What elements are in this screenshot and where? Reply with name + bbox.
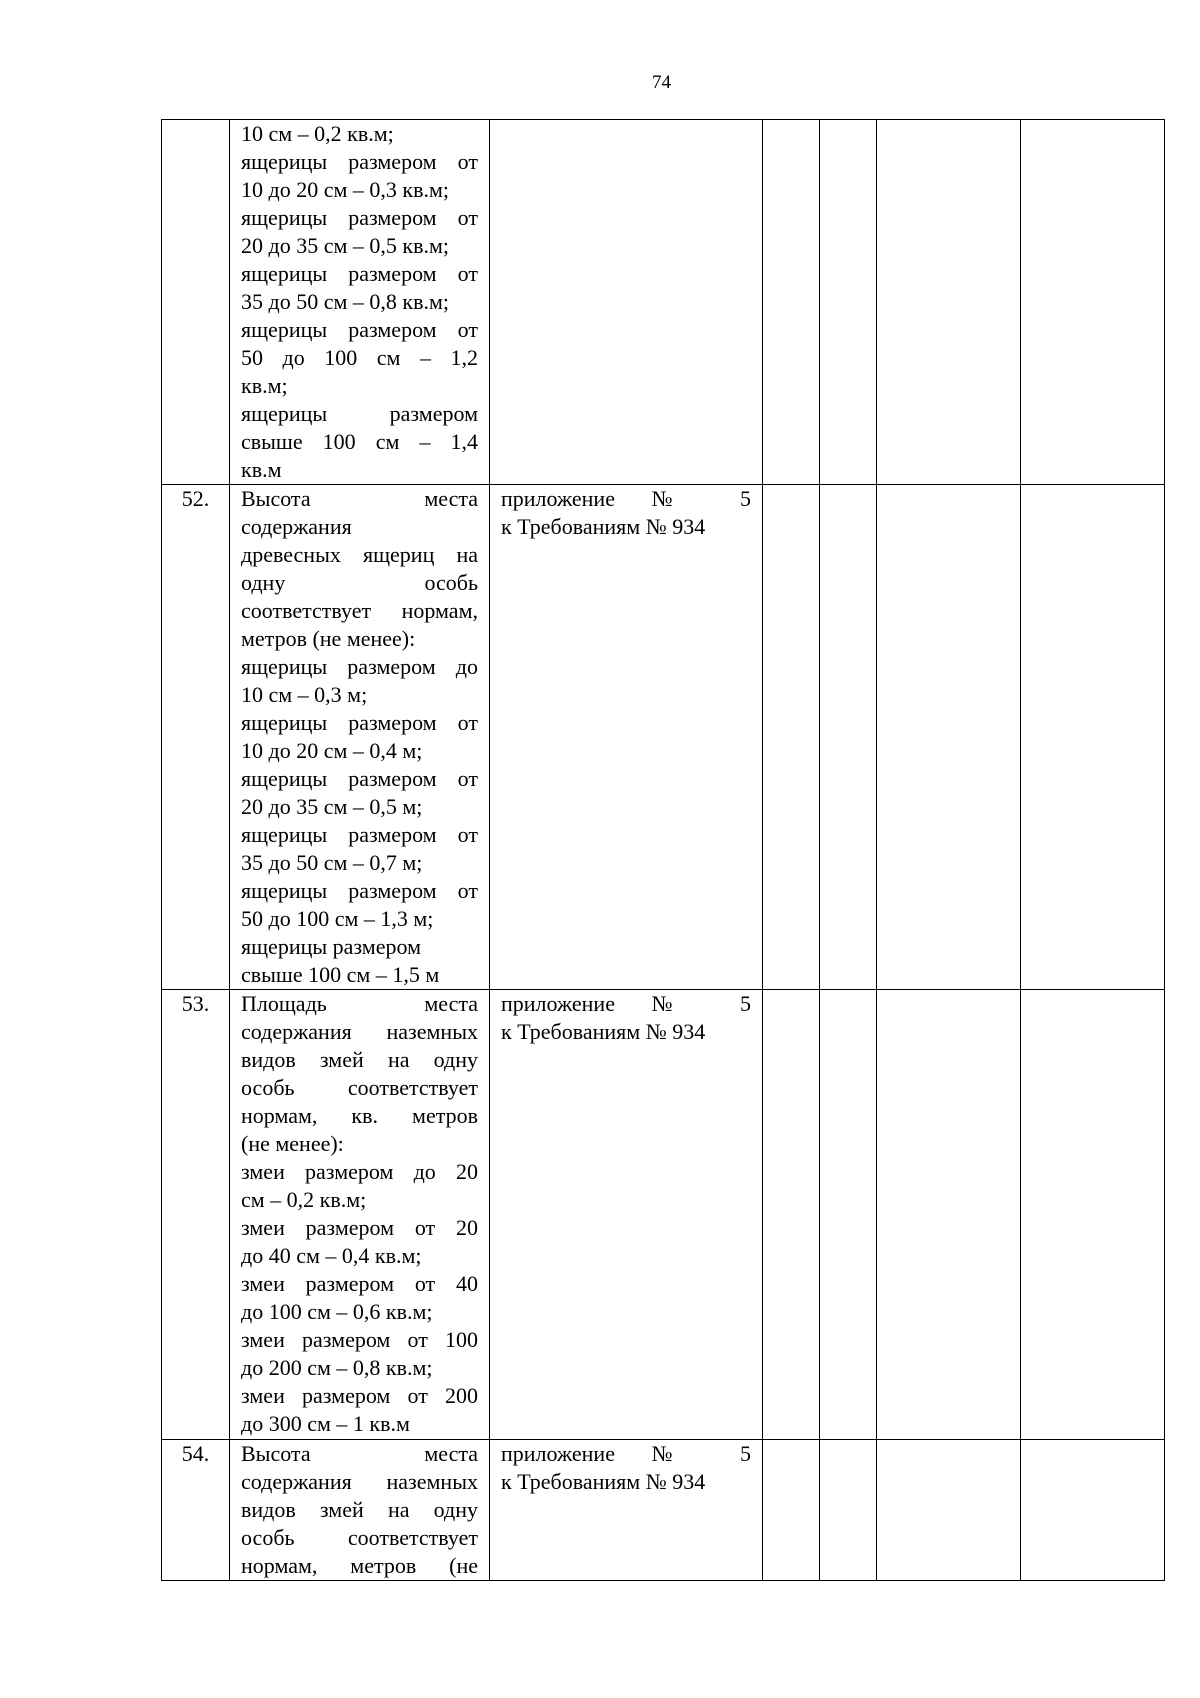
reference-line: к Требованиям № 934 (501, 1019, 706, 1044)
reference-cell (490, 485, 763, 990)
requirement-line: соответствует нормам, (241, 598, 478, 623)
requirement-line: ящерицы размером от (241, 149, 478, 174)
requirements-table (161, 119, 1165, 1581)
reference-cell (490, 120, 763, 485)
requirement-line: Площадь места (241, 991, 478, 1016)
requirement-line: до 40 см – 0,4 кв.м; (241, 1243, 422, 1268)
requirement-line: ящерицы размером от (241, 710, 478, 735)
requirement-line: змеи размером от 200 (241, 1383, 478, 1408)
empty-answer-cell (877, 120, 1021, 485)
requirement-line: древесных ящериц на (241, 542, 478, 567)
requirement-line: особь соответствует (241, 1525, 478, 1550)
requirement-line: кв.м (241, 457, 282, 482)
empty-answer-cell (820, 485, 877, 990)
requirement-line: нормам, кв. метров (241, 1103, 478, 1128)
table-row (162, 990, 1165, 1440)
requirement-line: содержания (241, 514, 352, 539)
requirement-line: до 300 см – 1 кв.м (241, 1411, 410, 1436)
row-number: 54. (162, 1440, 230, 1581)
reference-line: к Требованиям № 934 (501, 1469, 706, 1494)
empty-answer-cell (1021, 1440, 1165, 1581)
requirement-line: (не менее): (241, 1131, 344, 1156)
requirement-line: видов змей на одну (241, 1497, 478, 1522)
requirement-line: ящерицы размером от (241, 822, 478, 847)
requirement-line: содержания наземных (241, 1469, 478, 1494)
empty-answer-cell (1021, 120, 1165, 485)
requirement-line: до 100 см – 0,6 кв.м; (241, 1299, 433, 1324)
requirement-line: ящерицы размером от (241, 261, 478, 286)
empty-answer-cell (763, 1440, 820, 1581)
requirement-line: до 200 см – 0,8 кв.м; (241, 1355, 433, 1380)
reference-cell (490, 990, 763, 1440)
reference-line: к Требованиям № 934 (501, 514, 706, 539)
empty-answer-cell (877, 1440, 1021, 1581)
requirement-line: видов змей на одну (241, 1047, 478, 1072)
empty-answer-cell (820, 990, 877, 1440)
requirement-line: 20 до 35 см – 0,5 м; (241, 794, 423, 819)
requirement-line: ящерицы размером от (241, 766, 478, 791)
requirement-line: Высота места (241, 1441, 478, 1466)
requirement-line: ящерицы размером (241, 401, 478, 426)
empty-answer-cell (877, 485, 1021, 990)
requirement-line: 35 до 50 см – 0,7 м; (241, 850, 423, 875)
requirement-line: Высота места (241, 486, 478, 511)
requirement-cell (230, 990, 490, 1440)
requirement-line: ящерицы размером от (241, 317, 478, 342)
reference-line: приложение № 5 (501, 991, 751, 1016)
page-number: 74 (652, 72, 671, 93)
requirement-line: ящерицы размером от (241, 205, 478, 230)
empty-answer-cell (763, 120, 820, 485)
requirement-line: змеи размером от 100 (241, 1327, 478, 1352)
row-number (162, 120, 230, 485)
requirement-line: 10 см – 0,3 м; (241, 682, 368, 707)
row-number: 52. (162, 485, 230, 990)
requirement-line: 50 до 100 см – 1,2 (241, 345, 478, 370)
requirement-line: 10 до 20 см – 0,3 кв.м; (241, 177, 449, 202)
requirement-line: змеи размером от 20 (241, 1215, 478, 1240)
requirement-line: метров (не менее): (241, 626, 416, 651)
requirement-cell (230, 120, 490, 485)
requirement-line: ящерицы размером до (241, 654, 478, 679)
table-row (162, 120, 1165, 485)
empty-answer-cell (763, 485, 820, 990)
requirement-line: одну особь (241, 570, 478, 595)
row-number: 53. (162, 990, 230, 1440)
requirement-line: 35 до 50 см – 0,8 кв.м; (241, 289, 449, 314)
requirement-line: 10 см – 0,2 кв.м; (241, 121, 394, 146)
requirement-cell (230, 485, 490, 990)
requirement-line: нормам, метров (не (241, 1553, 478, 1578)
requirement-line: свыше 100 см – 1,4 (241, 429, 478, 454)
empty-answer-cell (1021, 485, 1165, 990)
empty-answer-cell (820, 1440, 877, 1581)
empty-answer-cell (1021, 990, 1165, 1440)
requirement-line: особь соответствует (241, 1075, 478, 1100)
requirement-line: змеи размером от 40 (241, 1271, 478, 1296)
empty-answer-cell (820, 120, 877, 485)
reference-line: приложение № 5 (501, 486, 751, 511)
requirement-line: кв.м; (241, 373, 288, 398)
requirement-line: ящерицы размером (241, 934, 421, 959)
reference-cell (490, 1440, 763, 1581)
requirement-line: 50 до 100 см – 1,3 м; (241, 906, 434, 931)
table-row (162, 485, 1165, 990)
requirement-line: 10 до 20 см – 0,4 м; (241, 738, 423, 763)
requirement-line: см – 0,2 кв.м; (241, 1187, 367, 1212)
requirement-line: змеи размером до 20 (241, 1159, 478, 1184)
requirement-cell (230, 1440, 490, 1581)
requirement-line: содержания наземных (241, 1019, 478, 1044)
table-row (162, 1440, 1165, 1581)
reference-line: приложение № 5 (501, 1441, 751, 1466)
requirement-line: свыше 100 см – 1,5 м (241, 962, 440, 987)
empty-answer-cell (763, 990, 820, 1440)
requirement-line: ящерицы размером от (241, 878, 478, 903)
empty-answer-cell (877, 990, 1021, 1440)
requirement-line: 20 до 35 см – 0,5 кв.м; (241, 233, 449, 258)
